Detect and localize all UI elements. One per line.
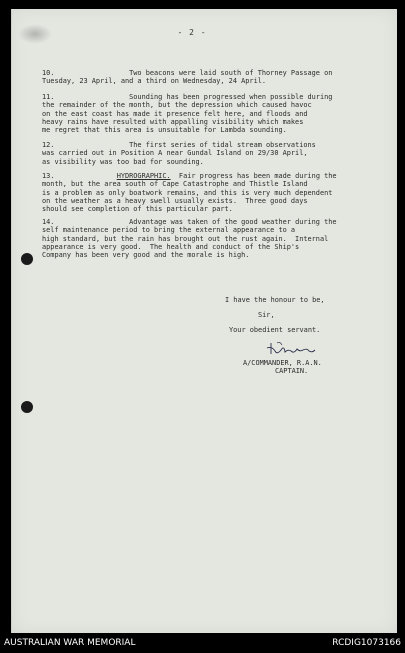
text-line: on the east coast has made it presence felt here, and floods and [42,109,308,118]
text-line: should see completion of this particular part. [42,205,233,214]
punch-hole [21,253,33,265]
text-line: me regret that this area is unsuitable for Lambda sounding. [42,126,287,135]
closing-servant: Your obedient servant. [229,326,321,334]
text-line: the remainder of the month, but the depression which caused havoc [42,101,312,110]
text-line: is a problem as only boatwork remains, and this is very much dependent [42,188,333,197]
text-line: appearance is very good. The health and conduct of the Ship's [42,242,300,251]
paragraph-13 [42,172,362,213]
paragraph-number: 14. [42,218,55,226]
text-line: Two beacons were laid south of Thorney Passage on [54,69,333,77]
paragraph-number: 11. [42,93,55,101]
signature [263,339,323,359]
text-line: high standard, but the rain has brought out the rust again. Internal [42,234,329,243]
text-line: self maintenance period to bring the external appearance to a [42,226,296,235]
text-line: as visibility was too bad for sounding. [42,157,204,166]
text-line: Advantage was taken of the good weather during the [54,218,337,226]
paragraph-11 [42,93,362,134]
paragraph-12 [42,141,362,166]
punch-hole [21,401,33,413]
archive-name: AUSTRALIAN WAR MEMORIAL [4,638,136,648]
text-line: heavy rains have resulted with appalling visibility which makes [42,117,304,126]
archive-record-id: RCDIG1073166 [332,638,401,648]
paragraph-number: 13. [42,172,55,180]
text-line: Tuesday, 23 April, and a third on Wednesday, 24 April. [42,77,267,86]
text-line: month, but the area south of Cape Catastrophe and Thistle Island [42,180,308,189]
closing-sir: Sir, [258,311,275,319]
signatory-rank: A/COMMANDER, R.A.N. [243,359,322,367]
archive-footer [0,633,405,653]
text-line: The first series of tidal stream observations [54,141,316,149]
paragraph-number: 10. [42,69,55,77]
text-line: Company has been very good and the morale is high. [42,251,250,260]
text-line: Fair progress has been made during the [170,172,337,180]
text-line: on the weather as a heavy swell usually exists. Three good days [42,196,308,205]
paragraph-14 [42,218,362,259]
page-number: - 2 - [177,28,207,37]
paragraph-heading: HYDROGRAPHIC. [116,172,171,180]
paper-stain [18,24,52,44]
paragraph-10 [42,69,362,86]
text-line: was carried out in Position A near Gundal Island on 29/30 April, [42,149,308,158]
paragraph-number: 12. [42,141,55,149]
closing-salutation: I have the honour to be, [225,296,325,304]
signatory-title: CAPTAIN. [275,367,309,375]
text-line: Sounding has been progressed when possible during [54,93,333,101]
